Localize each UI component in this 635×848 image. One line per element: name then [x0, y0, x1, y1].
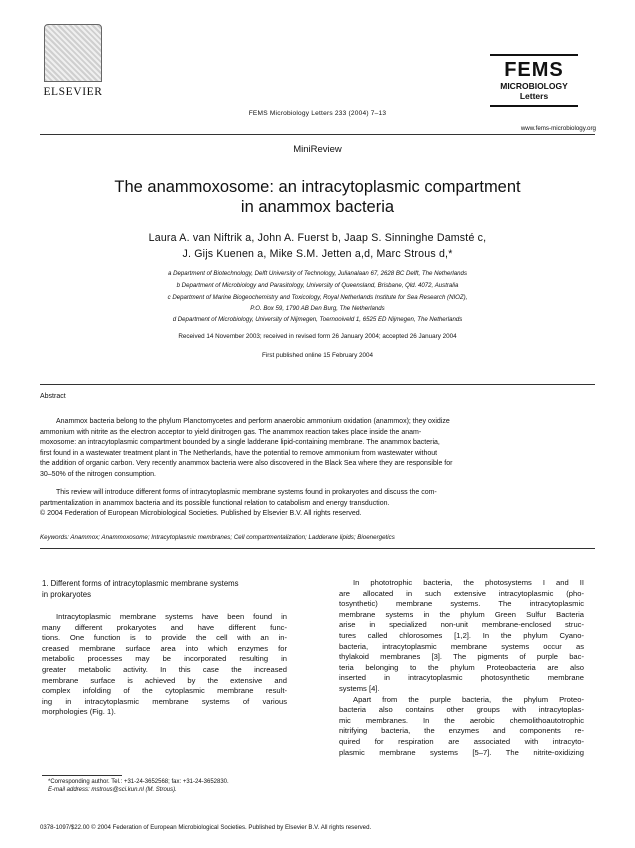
- section-heading-line: in prokaryotes: [42, 590, 91, 599]
- body-line: teria belonging to the phylum Proteobacteria are also: [339, 662, 584, 672]
- body-line: metabolic processes may be incorporated resulting in: [42, 654, 287, 664]
- affiliation-c-cont: P.O. Box 59, 1790 AB Den Burg, The Netherlands: [250, 305, 385, 312]
- abstract-line: first found in a wastewater treatment plant in The Netherlands, have the potential to remove ammonium from wastewater without: [40, 449, 438, 457]
- author-list-line-1: Laura A. van Niftrik a, John A. Fuerst b, Jaap S. Sinninghe Damsté c,: [148, 232, 487, 244]
- body-line: thylakoid membranes [3]. The pigments of purple bac-: [339, 652, 584, 662]
- email-address[interactable]: E-mail address: mstrous@sci.kun.nl (M. Strous).: [48, 787, 177, 794]
- header-divider: [40, 134, 595, 135]
- body-line: systems [4].: [339, 683, 380, 693]
- body-line: complex infolding of the cytoplasmic membrane result-: [42, 686, 287, 696]
- body-line: tosynthetic) membrane systems. The intracytoplasmic: [339, 599, 584, 609]
- fems-journal-logo: [484, 54, 584, 107]
- logo-rule-bottom: [490, 105, 578, 107]
- elsevier-tree-emblem: [44, 24, 102, 82]
- abstract-bottom-divider: [40, 548, 595, 549]
- body-line: many different prokaryotes and have different func-: [42, 622, 287, 632]
- left-column: [42, 578, 287, 718]
- article-type: MiniReview: [293, 144, 342, 155]
- corresponding-author: *Corresponding author. Tel.: +31-24-3652568; fax: +31-24-3652830.: [48, 779, 229, 785]
- body-line: membrane systems in the phylum Green Sulfur Bacteria: [339, 609, 584, 619]
- abstract-line: ammonium with nitrite as the electron acceptor to yield dinitrogen gas. The anammox reaction takes place inside the anam-: [40, 428, 422, 436]
- body-line: quired for respiration are associated with intracyto-: [339, 736, 584, 746]
- abstract-paragraph-1: [40, 417, 595, 480]
- copyright-line: © 2004 Federation of European Microbiological Societies. Published by Elsevier B.V. All rights reserved.: [40, 510, 362, 517]
- body-line: arise in specialized non-unit membrane-enclosed struc-: [339, 620, 584, 630]
- abstract-line: This review will introduce different forms of intracytoplasmic membrane systems found in prokaryotes and discuss the com-: [56, 489, 437, 496]
- article-title-line-2: in anammox bacteria: [240, 198, 395, 216]
- logo-line-1: MICROBIOLOGY: [500, 81, 568, 91]
- footnote-divider: [42, 775, 122, 776]
- body-line: inserted in intracytoplasmic photosynthetic membrane: [339, 673, 584, 683]
- online-date: First published online 15 February 2004: [262, 352, 373, 359]
- section-heading: [42, 578, 287, 600]
- abstract-line: partmentalization in anammox bacteria and its possible functional relation to catabolism and energy transduction.: [40, 499, 390, 507]
- body-line: tions. One function is to provide the cell with an in-: [42, 633, 287, 643]
- publisher-name: ELSEVIER: [43, 86, 103, 98]
- body-line: Apart from the purple bacteria, the phylum Proteo-: [353, 694, 584, 704]
- affiliation-c: c Department of Marine Biogeochemistry and Toxicology, Royal Netherlands Institute for Sea Research (NIOZ),: [167, 294, 468, 301]
- received-dates: Received 14 November 2003; received in revised form 26 January 2004; accepted 26 January 2004: [178, 333, 457, 340]
- section-heading-line: 1. Different forms of intracytoplasmic membrane systems: [42, 579, 239, 588]
- body-line: are allocated in such extensive intracytoplasmic (pho-: [339, 588, 584, 598]
- body-line: tures called chlorosomes [1,2]. In the phylum Cyano-: [339, 630, 584, 640]
- copyright-footer: 0378-1097/$22.00 © 2004 Federation of European Microbiological Societies. Published by Elsevier B.V. All rights reserved.: [40, 824, 372, 831]
- body-line: In phototrophic bacteria, the photosystems I and II: [353, 578, 584, 587]
- body-line: Intracytoplasmic membrane systems have been found in: [56, 612, 287, 621]
- elsevier-logo: [40, 24, 106, 104]
- abstract-paragraph-2: [40, 488, 595, 520]
- body-line: membrane surface is achieved by the extensive and: [42, 675, 287, 685]
- body-line: creased membrane surface area into which enzymes for: [42, 643, 287, 653]
- keywords: Keywords: Anammox; Anammoxosome; Intracytoplasmic membranes; Cell compartmentalization; Ladderane lipids; Bioenergetics: [40, 534, 395, 541]
- footnote: [42, 778, 292, 795]
- body-line: mic membranes. In the aerobic chemolithoautotrophic: [339, 715, 584, 725]
- affiliation-b: b Department of Microbiology and Parasitology, University of Queensland, Brisbane, Qld. 4072, Australia: [176, 282, 459, 289]
- journal-url[interactable]: www.fems-microbiology.org: [520, 125, 596, 132]
- body-line: plasmic membrane systems [5–7]. The nitrite-oxidizing: [339, 747, 584, 757]
- affiliation-a: a Department of Biotechnology, Delft University of Technology, Julianalaan 67, 2628 BC Delft, The Netherlands: [168, 270, 467, 277]
- author-list-line-2: J. Gijs Kuenen a, Mike S.M. Jetten a,d, Marc Strous d,*: [182, 248, 453, 260]
- body-line: morphologies (Fig. 1).: [42, 707, 116, 717]
- body-line: bacteria, intracytoplasmic membrane systems occur as: [339, 641, 584, 651]
- journal-citation: FEMS Microbiology Letters 233 (2004) 7–13: [248, 110, 387, 117]
- abstract-line: 30–50% of the nitrogen consumption.: [40, 470, 156, 478]
- abstract-line: Anammox bacteria belong to the phylum Planctomycetes and perform anaerobic ammonium oxidation (anammox); they oxidize: [56, 418, 450, 425]
- abstract-line: the addition of organic carbon. Very recently anammox bacteria were also discovered in the Black Sea where they are responsible for: [40, 460, 453, 467]
- right-column: [339, 578, 584, 758]
- logo-line-2: Letters: [519, 91, 549, 101]
- body-line: greater metabolic activity. In this case the increased: [42, 664, 287, 674]
- body-line: bacteria also contains other groups with intracytoplas-: [339, 705, 584, 715]
- body-line: ing in intracytoplasmic membrane systems of various: [42, 696, 287, 706]
- affiliation-d: d Department of Microbiology, University of Nijmegen, Toernooiveld 1, 6525 ED Nijmegen, The Netherlands: [172, 316, 463, 323]
- body-line: nitrifying bacteria, the enzymes and components re-: [339, 726, 584, 736]
- abstract-top-divider: [40, 384, 595, 385]
- article-title-line-1: The anammoxosome: an intracytoplasmic compartment: [114, 178, 521, 196]
- abstract-heading: Abstract: [40, 393, 66, 400]
- abstract-line: moxosome: an intracytoplasmic compartment bounded by a single ladderane lipid-containing membrane. The anammox bacteria,: [40, 439, 440, 446]
- logo-rule-top: [490, 54, 578, 56]
- logo-word: FEMS: [504, 59, 564, 81]
